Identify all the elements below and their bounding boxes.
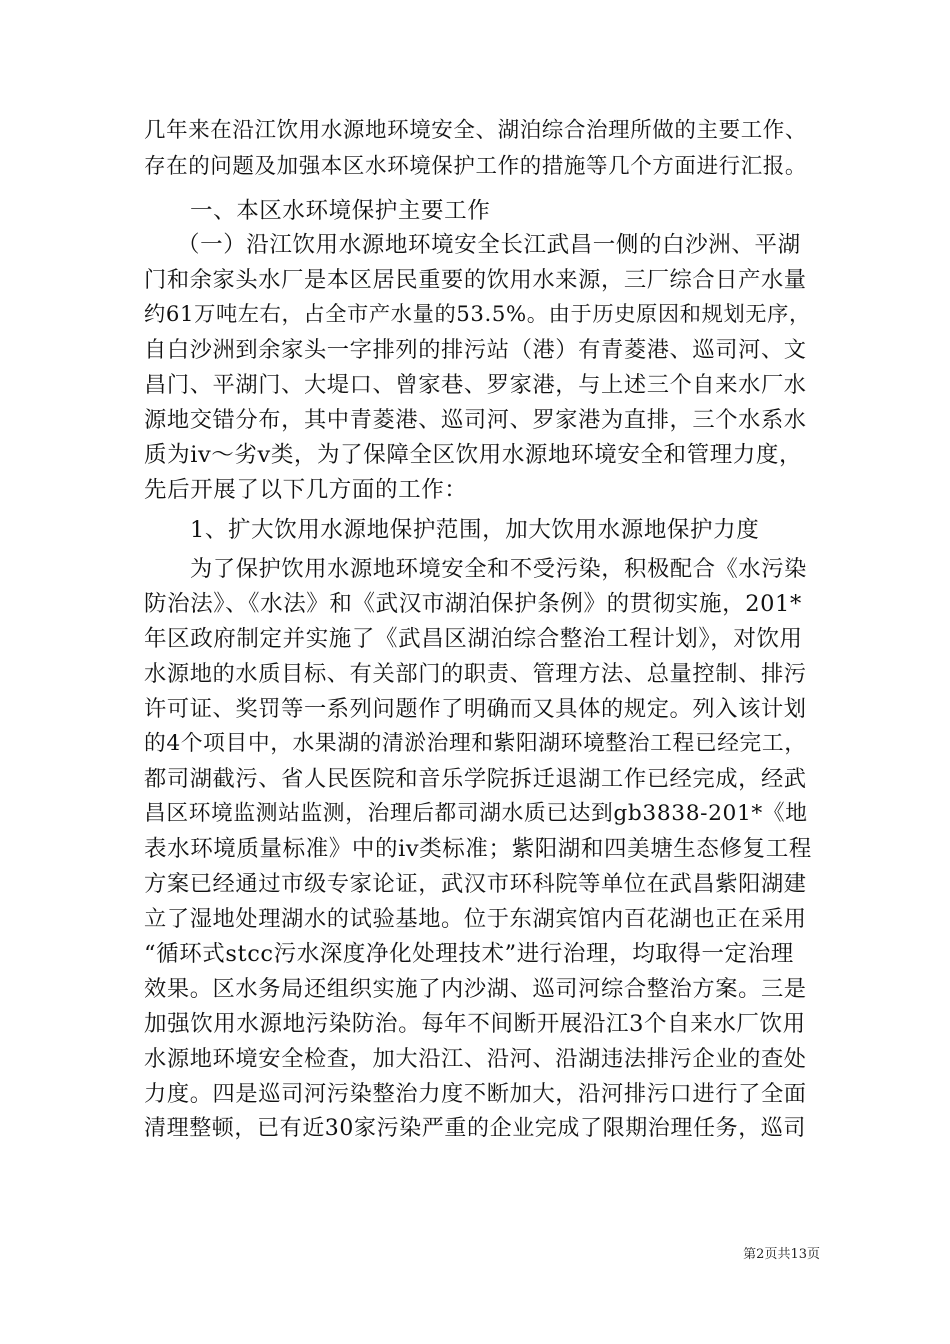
text-line-22: 方案已经通过市级专家论证，武汉市环科院等单位在武昌紫阳湖建 <box>144 871 807 897</box>
text-line-5: 门和余家头水厂是本区居民重要的饮用水来源，三厂综合日产水量 <box>144 267 807 293</box>
text-line-13: 为了保护饮用水源地环境安全和不受污染，积极配合《水污染 <box>190 556 807 582</box>
text-line-7: 自白沙洲到余家头一字排列的排污站（港）有青菱港、巡司河、文 <box>144 337 807 363</box>
section-heading: 一、本区水环境保护主要工作 <box>190 198 491 224</box>
subsection-heading: （一）沿江饮用水源地环境安全长江武昌一侧的白沙洲、平湖 <box>177 232 801 258</box>
text-line-20: 昌区环境监测站监测，治理后都司湖水质已达到gb3838-201*《地 <box>144 801 808 826</box>
text-line-2: 存在的问题及加强本区水环境保护工作的措施等几个方面进行汇报。 <box>144 154 808 179</box>
text-line-17: 许可证、奖罚等一系列问题作了明确而又具体的规定。列入该计划 <box>144 696 807 722</box>
text-line-10: 质为iv～劣v类，为了保障全区饮用水源地环境安全和管理力度， <box>144 442 803 468</box>
text-line-26: 加强饮用水源地污染防治。每年不间断开展沿江3个自来水厂饮用 <box>144 1011 806 1037</box>
page-number: 第2页共13页 <box>743 1247 820 1262</box>
text-line-1: 几年来在沿江饮用水源地环境安全、湖泊综合治理所做的主要工作、 <box>144 118 808 143</box>
text-line-11: 先后开展了以下几方面的工作： <box>144 477 468 503</box>
text-line-6: 约61万吨左右，占全市产水量的53.5%。由于历史原因和规划无序， <box>144 302 811 327</box>
text-line-25: 效果。区水务局还组织实施了内沙湖、巡司河综合整治方案。三是 <box>144 976 807 1002</box>
text-line-16: 水源地的水质目标、有关部门的职责、管理方法、总量控制、排污 <box>144 661 807 687</box>
text-line-14: 防治法》、《水法》和《武汉市湖泊保护条例》的贯彻实施，201* <box>144 591 802 617</box>
text-line-21: 表水环境质量标准》中的iv类标准；紫阳湖和四美塘生态修复工程 <box>144 836 812 862</box>
text-line-8: 昌门、平湖门、大堤口、曾家巷、罗家港，与上述三个自来水厂水 <box>144 372 807 398</box>
text-line-9: 源地交错分布，其中青菱港、巡司河、罗家港为直排，三个水系水 <box>144 407 807 433</box>
item-heading: 1、扩大饮用水源地保护范围，加大饮用水源地保护力度 <box>190 517 760 543</box>
text-line-18: 的4个项目中，水果湖的清淤治理和紫阳湖环境整治工程已经完工， <box>144 731 807 756</box>
text-line-15: 年区政府制定并实施了《武昌区湖泊综合整治工程计划》，对饮用 <box>144 626 803 652</box>
text-line-27: 水源地环境安全检查，加大沿江、沿河、沿湖违法排污企业的查处 <box>144 1046 807 1072</box>
text-line-28: 力度。四是巡司河污染整治力度不断加大，沿河排污口进行了全面 <box>144 1081 807 1107</box>
text-line-23: 立了湿地处理湖水的试验基地。位于东湖宾馆内百花湖也正在采用 <box>144 906 807 932</box>
text-line-24: “循环式stcc污水深度净化处理技术”进行治理，均取得一定治理 <box>144 941 794 967</box>
text-line-19: 都司湖截污、省人民医院和音乐学院拆迁退湖工作已经完成，经武 <box>144 766 807 792</box>
text-line-29: 清理整顿，已有近30家污染严重的企业完成了限期治理任务，巡司 <box>144 1116 806 1141</box>
